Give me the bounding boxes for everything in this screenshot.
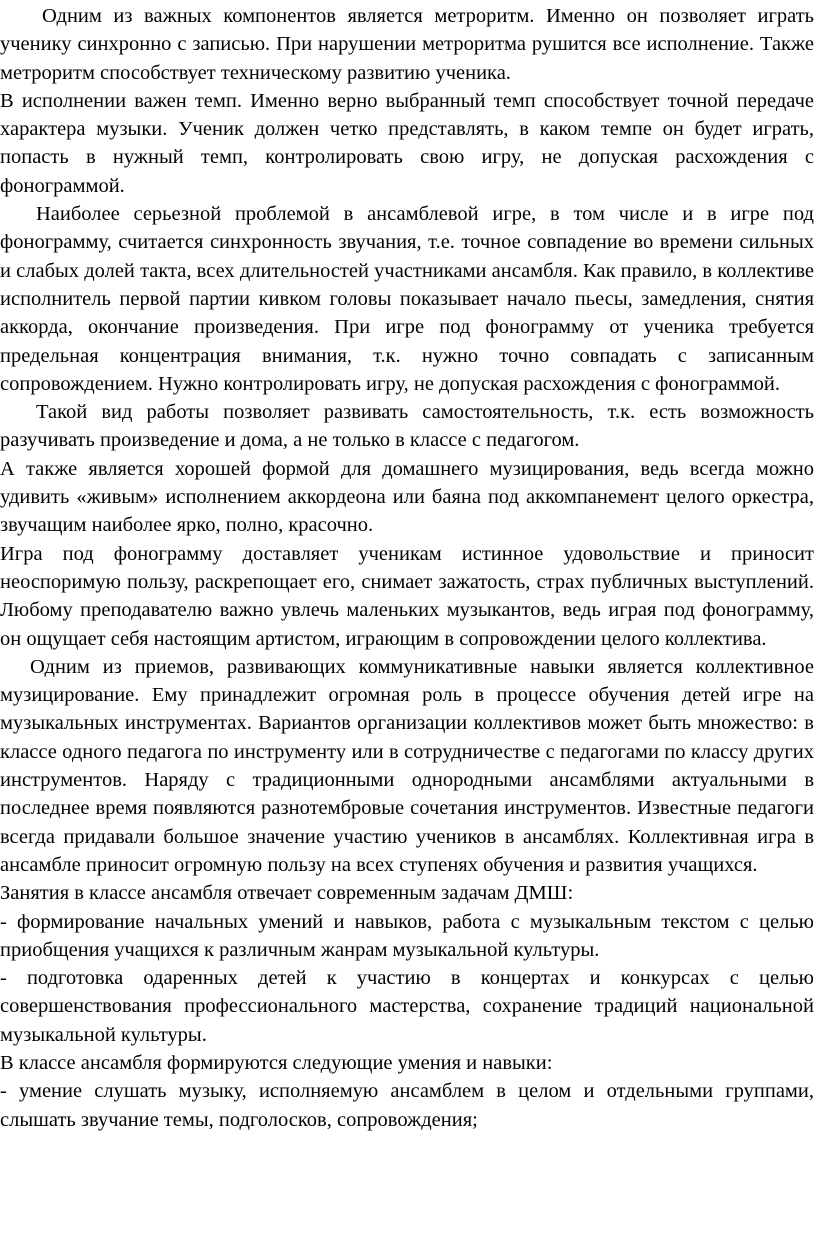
paragraph-tasks-intro: Занятия в классе ансамбля отвечает современным задачам ДМШ: bbox=[0, 882, 574, 905]
paragraph-tempo: В исполнении важен темп. Именно верно выбранный темп способствует точной передаче характера музыки. Ученик должен четко представлять, в каком темпе он будет играть, попасть в нужный темп, контролировать свою игру, не допуская расхождения с фонограммой. bbox=[0, 89, 814, 197]
paragraph-metrorhythm: Одним из важных компонентов является метроритм. Именно он позволяет играть ученику синхронно с записью. При нарушении метроритма рушится все исполнение. Также метроритм способствует техническому развитию ученика. bbox=[0, 5, 814, 84]
paragraph-home-music: А также является хорошей формой для домашнего музицирования, ведь всегда можно удивить «живым» исполнением аккордеона или баяна под аккомпанемент целого оркестра, звучащим наиболее ярко, полно, красочно. bbox=[0, 457, 814, 537]
paragraph-skills-intro: В классе ансамбля формируются следующие умения и навыки: bbox=[0, 1051, 553, 1074]
paragraph-pleasure: Игра под фонограмму доставляет ученикам истинное удовольствие и приносит неоспоримую пользу, раскрепощает его, снимает зажатость, страх публичных выступлений. Любому преподавателю важно увлечь маленьких музыкантов, ведь играя под фонограмму, он ощущает себя настоящим артистом, играющим в сопровождении целого коллектива. bbox=[0, 542, 814, 650]
list-item-preparation: - подготовка одаренных детей к участию в концертах и конкурсах с целью совершенствования профессионального мастерства, сохранение традиций национальной музыкальной культуры. bbox=[0, 967, 814, 1046]
paragraph-synchrony: Наиболее серьезной проблемой в ансамблевой игре, в том числе и в игре под фонограмму, считается синхронность звучания, т.е. точное совпадение во времени сильных и слабых долей такта, всех длительностей участниками ансамбля. Как правило, в коллективе исполнитель первой партии кивком головы показывает начало пьесы, замедления, снятия аккорда, окончание произведения. При игре под фонограмму от ученика требуется предельная концентрация внимания, т.к. нужно точно совпадать с записанным сопровождением. Нужно контролировать игру, не допуская расхождения с фонограммой. bbox=[0, 203, 814, 395]
paragraph-independence: Такой вид работы позволяет развивать самостоятельность, т.к. есть возможность разучивать произведение и дома, а не только в классе с педагогом. bbox=[0, 401, 814, 452]
paragraph-collective: Одним из приемов, развивающих коммуникативные навыки является коллективное музицирование. Ему принадлежит огромная роль в процессе обучения детей игре на музыкальных инструментах. Вариантов организации коллективов может быть множество: в классе одного педагога по инструменту или в сотрудничестве с педагогами по классу других инструментов. Наряду с традиционными однородными ансамблями актуальными в последнее время появляются разнотембровые сочетания инструментов. Известные педагоги всегда придавали большое значение участию учеников в ансамблях. Коллективная игра в ансамбле приносит огромную пользу на всех ступенях обучения и развития учащихся. bbox=[0, 655, 814, 876]
list-item-listening: - умение слушать музыку, исполняемую ансамблем в целом и отдельными группами, слышать звучание темы, подголосков, сопровождения; bbox=[0, 1080, 814, 1131]
list-item-formation: - формирование начальных умений и навыков, работа с музыкальным текстом с целью приобщения учащихся к различным жанрам музыкальной культуры. bbox=[0, 910, 814, 961]
